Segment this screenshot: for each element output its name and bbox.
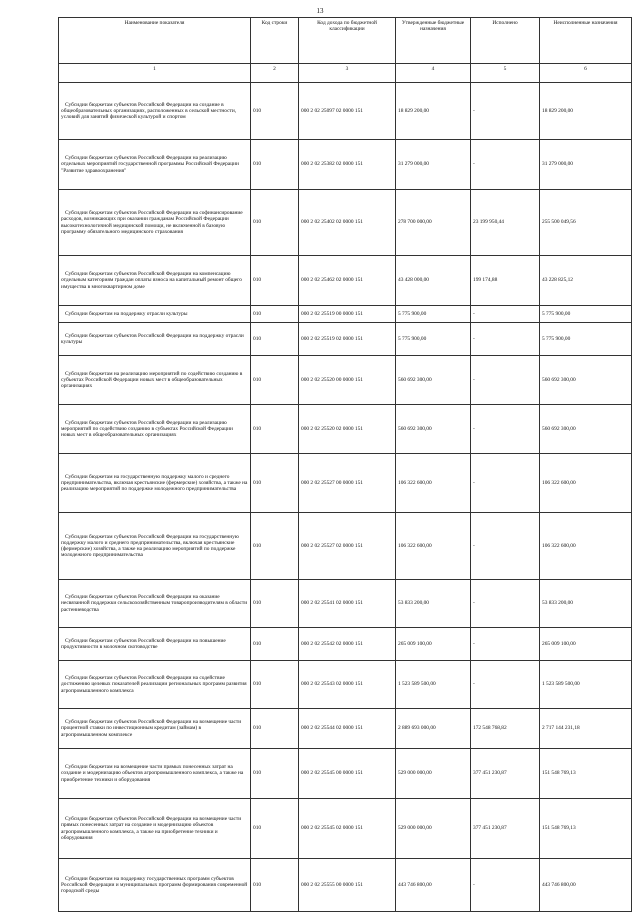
- indicator-name: Субсидии бюджетам на поддержку государственных программ субъектов Российской Федерации и муниципальных программ формирования современной городской среды: [59, 859, 251, 912]
- line-code: 010: [251, 356, 299, 405]
- page-number: 13: [316, 7, 324, 15]
- line-code: 010: [251, 661, 299, 709]
- column-number: 3: [299, 64, 396, 83]
- approved-value: 560 692 300,00: [396, 405, 471, 454]
- approved-value: 106 322 600,00: [396, 454, 471, 513]
- unexecuted-value: 43 228 825,12: [540, 256, 632, 306]
- column-number: 5: [471, 64, 540, 83]
- table-row: [59, 405, 632, 454]
- executed-value: -: [471, 859, 540, 912]
- unexecuted-value: 255 500 049,56: [540, 190, 632, 256]
- line-code: 010: [251, 799, 299, 859]
- executed-value: -: [471, 356, 540, 405]
- table-row: [59, 323, 632, 356]
- header-unexecuted: Неисполненные назначения: [540, 18, 632, 64]
- income-code: 000 2 02 25402 02 0000 151: [299, 190, 396, 256]
- approved-value: 443 746 800,00: [396, 859, 471, 912]
- unexecuted-value: 560 692 300,00: [540, 356, 632, 405]
- table-row: [59, 306, 632, 323]
- indicator-name: Субсидии бюджетам субъектов Российской Федерации на государственную поддержку малого и среднего предпринимательства, включая крестьянские (фермерские) хозяйства, а также на реализацию мероприятий по поддержке молодежного предпринимательства: [59, 513, 251, 580]
- approved-value: 529 000 000,00: [396, 799, 471, 859]
- approved-value: 529 000 000,00: [396, 749, 471, 799]
- unexecuted-value: 53 833 200,00: [540, 580, 632, 628]
- income-code: 000 2 02 25527 00 0000 151: [299, 454, 396, 513]
- income-code: 000 2 02 25462 02 0000 151: [299, 256, 396, 306]
- unexecuted-value: 151 548 769,13: [540, 799, 632, 859]
- unexecuted-value: 106 322 600,00: [540, 454, 632, 513]
- line-code: 010: [251, 628, 299, 661]
- table-row: [59, 356, 632, 405]
- executed-value: -: [471, 405, 540, 454]
- income-code: 000 2 02 25097 02 0000 151: [299, 83, 396, 140]
- header-approved: Утвержденные бюджетные назначения: [396, 18, 471, 64]
- approved-value: 106 322 600,00: [396, 513, 471, 580]
- column-number: 4: [396, 64, 471, 83]
- income-code: 000 2 02 25544 02 0000 151: [299, 709, 396, 749]
- executed-value: -: [471, 580, 540, 628]
- line-code: 010: [251, 323, 299, 356]
- executed-value: -: [471, 323, 540, 356]
- line-code: 010: [251, 709, 299, 749]
- indicator-name: Субсидии бюджетам субъектов Российской Федерации на поддержку отрасли культуры: [59, 323, 251, 356]
- table-row: [59, 661, 632, 709]
- line-code: 010: [251, 140, 299, 190]
- column-number-row: [59, 64, 632, 83]
- executed-value: -: [471, 83, 540, 140]
- table-row: [59, 256, 632, 306]
- unexecuted-value: 151 548 769,13: [540, 749, 632, 799]
- column-number: 1: [59, 64, 251, 83]
- table-row: [59, 628, 632, 661]
- unexecuted-value: 443 746 800,00: [540, 859, 632, 912]
- table-row: [59, 83, 632, 140]
- indicator-name: Субсидии бюджетам субъектов Российской Федерации на компенсацию отдельным категориям граждан оплаты взноса на капитальный ремонт общего имущества в многоквартирном доме: [59, 256, 251, 306]
- executed-value: 377 451 230,87: [471, 799, 540, 859]
- approved-value: 1 523 589 500,00: [396, 661, 471, 709]
- executed-value: 377 451 230,87: [471, 749, 540, 799]
- income-code: 000 2 02 25520 02 0000 151: [299, 405, 396, 454]
- indicator-name: Субсидии бюджетам субъектов Российской Федерации на оказание несвязанной поддержки сельскохозяйственным товаропроизводителям в области растениеводства: [59, 580, 251, 628]
- table-header-row: [59, 18, 632, 64]
- table-row: [59, 709, 632, 749]
- column-number: 2: [251, 64, 299, 83]
- line-code: 010: [251, 405, 299, 454]
- unexecuted-value: 31 279 000,00: [540, 140, 632, 190]
- table-row: [59, 513, 632, 580]
- budget-execution-table: [58, 17, 632, 912]
- approved-value: 265 009 100,00: [396, 628, 471, 661]
- header-indicator-name: Наименование показателя: [59, 18, 251, 64]
- income-code: 000 2 02 25519 02 0000 151: [299, 323, 396, 356]
- unexecuted-value: 2 717 144 231,18: [540, 709, 632, 749]
- income-code: 000 2 02 25543 02 0000 151: [299, 661, 396, 709]
- approved-value: 18 829 200,00: [396, 83, 471, 140]
- indicator-name: Субсидии бюджетам на возмещение части прямых понесенных затрат на создание и модернизацию объектов агропромышленного комплекса, а также на приобретение техники и оборудования: [59, 749, 251, 799]
- indicator-name: Субсидии бюджетам субъектов Российской Федерации на содействие достижению целевых показателей реализации региональных программ развития агропромышленного комплекса: [59, 661, 251, 709]
- executed-value: -: [471, 661, 540, 709]
- indicator-name: Субсидии бюджетам на государственную поддержку малого и среднего предпринимательства, включая крестьянские (фермерские) хозяйства, а также на реализацию мероприятий по поддержке молодежного предпринимательства: [59, 454, 251, 513]
- income-code: 000 2 02 25555 00 0000 151: [299, 859, 396, 912]
- executed-value: -: [471, 306, 540, 323]
- indicator-name: Субсидии бюджетам субъектов Российской Федерации на возмещение части прямых понесенных затрат на создание и модернизацию объектов агропромышленного комплекса, а также на приобретение техники и оборудования: [59, 799, 251, 859]
- table-row: [59, 799, 632, 859]
- table-row: [59, 580, 632, 628]
- column-number: 6: [540, 64, 632, 83]
- table-row: [59, 859, 632, 912]
- income-code: 000 2 02 25519 00 0000 151: [299, 306, 396, 323]
- approved-value: 31 279 000,00: [396, 140, 471, 190]
- unexecuted-value: 265 009 100,00: [540, 628, 632, 661]
- line-code: 010: [251, 306, 299, 323]
- line-code: 010: [251, 513, 299, 580]
- line-code: 010: [251, 454, 299, 513]
- executed-value: -: [471, 140, 540, 190]
- income-code: 000 2 02 25520 00 0000 151: [299, 356, 396, 405]
- unexecuted-value: 5 775 900,00: [540, 323, 632, 356]
- table-row: [59, 454, 632, 513]
- executed-value: 199 174,88: [471, 256, 540, 306]
- header-income-code: Код дохода по бюджетной классификации: [299, 18, 396, 64]
- approved-value: 43 428 000,00: [396, 256, 471, 306]
- approved-value: 2 889 693 000,00: [396, 709, 471, 749]
- line-code: 010: [251, 256, 299, 306]
- indicator-name: Субсидии бюджетам на поддержку отрасли культуры: [59, 306, 251, 323]
- line-code: 010: [251, 190, 299, 256]
- executed-value: -: [471, 513, 540, 580]
- income-code: 000 2 02 25527 02 0000 151: [299, 513, 396, 580]
- unexecuted-value: 560 692 300,00: [540, 405, 632, 454]
- unexecuted-value: 5 775 900,00: [540, 306, 632, 323]
- table-row: [59, 140, 632, 190]
- executed-value: 23 199 950,44: [471, 190, 540, 256]
- indicator-name: Субсидии бюджетам субъектов Российской Федерации на реализацию отдельных мероприятий государственной программы Российской Федерации "Развитие здравоохранения": [59, 140, 251, 190]
- line-code: 010: [251, 749, 299, 799]
- indicator-name: Субсидии бюджетам субъектов Российской Федерации на реализацию мероприятий по содействию созданию в субъектах Российской Федерации новых мест в общеобразовательных организациях: [59, 405, 251, 454]
- approved-value: 5 775 900,00: [396, 306, 471, 323]
- income-code: 000 2 02 25545 00 0000 151: [299, 749, 396, 799]
- header-line-code: Код строки: [251, 18, 299, 64]
- income-code: 000 2 02 25541 02 0000 151: [299, 580, 396, 628]
- line-code: 010: [251, 580, 299, 628]
- indicator-name: Субсидии бюджетам субъектов Российской Федерации на повышение продуктивности в молочном скотоводстве: [59, 628, 251, 661]
- line-code: 010: [251, 83, 299, 140]
- table-row: [59, 190, 632, 256]
- line-code: 010: [251, 859, 299, 912]
- income-code: 000 2 02 25542 02 0000 151: [299, 628, 396, 661]
- approved-value: 53 833 200,00: [396, 580, 471, 628]
- indicator-name: Субсидии бюджетам субъектов Российской Федерации на софинансирование расходов, возникающих при оказании гражданам Российской Федерации высокотехнологичной медицинской помощи, не включенной в базовую программу обязательного медицинского страхования: [59, 190, 251, 256]
- unexecuted-value: 106 322 600,00: [540, 513, 632, 580]
- unexecuted-value: 18 829 200,00: [540, 83, 632, 140]
- executed-value: 172 548 768,82: [471, 709, 540, 749]
- executed-value: -: [471, 628, 540, 661]
- approved-value: 5 775 900,00: [396, 323, 471, 356]
- income-code: 000 2 02 25382 02 0000 151: [299, 140, 396, 190]
- indicator-name: Субсидии бюджетам субъектов Российской Федерации на создание в общеобразовательных организациях, расположенных в сельской местности, условий для занятий физической культурой и спортом: [59, 83, 251, 140]
- table-row: [59, 749, 632, 799]
- income-code: 000 2 02 25545 02 0000 151: [299, 799, 396, 859]
- approved-value: 278 700 000,00: [396, 190, 471, 256]
- indicator-name: Субсидии бюджетам субъектов Российской Федерации на возмещение части процентной ставки по инвестиционным кредитам (займам) в агропромышленном комплексе: [59, 709, 251, 749]
- unexecuted-value: 1 523 589 500,00: [540, 661, 632, 709]
- approved-value: 560 692 300,00: [396, 356, 471, 405]
- header-executed: Исполнено: [471, 18, 540, 64]
- indicator-name: Субсидии бюджетам на реализацию мероприятий по содействию созданию в субъектах Российской Федерации новых мест в общеобразовательных организациях: [59, 356, 251, 405]
- executed-value: -: [471, 454, 540, 513]
